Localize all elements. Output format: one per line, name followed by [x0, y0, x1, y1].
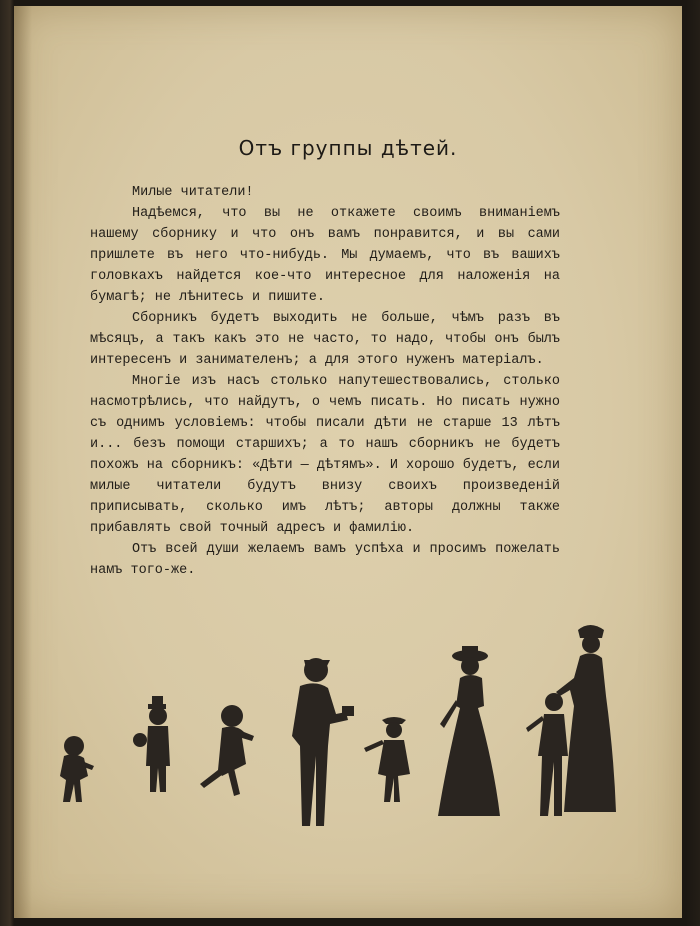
letter-body — [90, 182, 560, 581]
paragraph-4: Отъ всей души желаемъ вамъ успѣха и просимъ пожелать намъ того-же. — [90, 542, 560, 578]
silhouette-man — [292, 658, 354, 826]
silhouette-running-girl — [200, 705, 254, 796]
silhouette-toddler — [60, 736, 94, 802]
paragraph-2: Сборникъ будетъ выходить не больше, чѣмъ разъ въ мѣсяцъ, а такъ какъ это не часто, то надо, чтобы онъ былъ интересенъ и занимателенъ; а для этого нуженъ матеріалъ. — [90, 311, 560, 368]
paragraph-1: Надѣемся, что вы не откажете своимъ вниманіемъ нашему сборнику и что онъ вамъ понравится, и вы сами пришлете въ него что-нибудь. Мы думаемъ, что въ вашихъ головкахъ найдется кое-что интересное для наложенія на бумагѣ; не лѣнитесь и пишите. — [90, 206, 560, 305]
greeting: Милые читатели! — [132, 185, 254, 200]
silhouette-mother — [556, 625, 616, 812]
book-page — [14, 6, 682, 918]
silhouette-boy-with-hat — [133, 696, 170, 792]
silhouettes-svg — [54, 616, 644, 846]
silhouette-woman-with-hat — [438, 646, 500, 816]
page-title: Отъ группы дѣтей. — [238, 136, 458, 160]
children-silhouettes-illustration — [54, 616, 644, 846]
silhouette-boy — [526, 693, 568, 816]
paragraph-3: Многіе изъ насъ столько напутешествовались, столько насмотрѣлись, что найдутъ, о чемъ писать. Но писать нужно съ однимъ условіемъ: чтобы писали дѣти не старше 13 лѣтъ и... безъ помощи старшихъ; а то нашъ сборникъ не будетъ похожъ на сборникъ: «Дѣти — дѣтямъ». И хорошо будетъ, если милые читатели будутъ внизу своихъ произведеній приписывать, сколько имъ лѣтъ; авторы должны также прибавлять свой точный адресъ и фамилію. — [90, 374, 560, 536]
silhouette-small-child — [364, 717, 410, 802]
